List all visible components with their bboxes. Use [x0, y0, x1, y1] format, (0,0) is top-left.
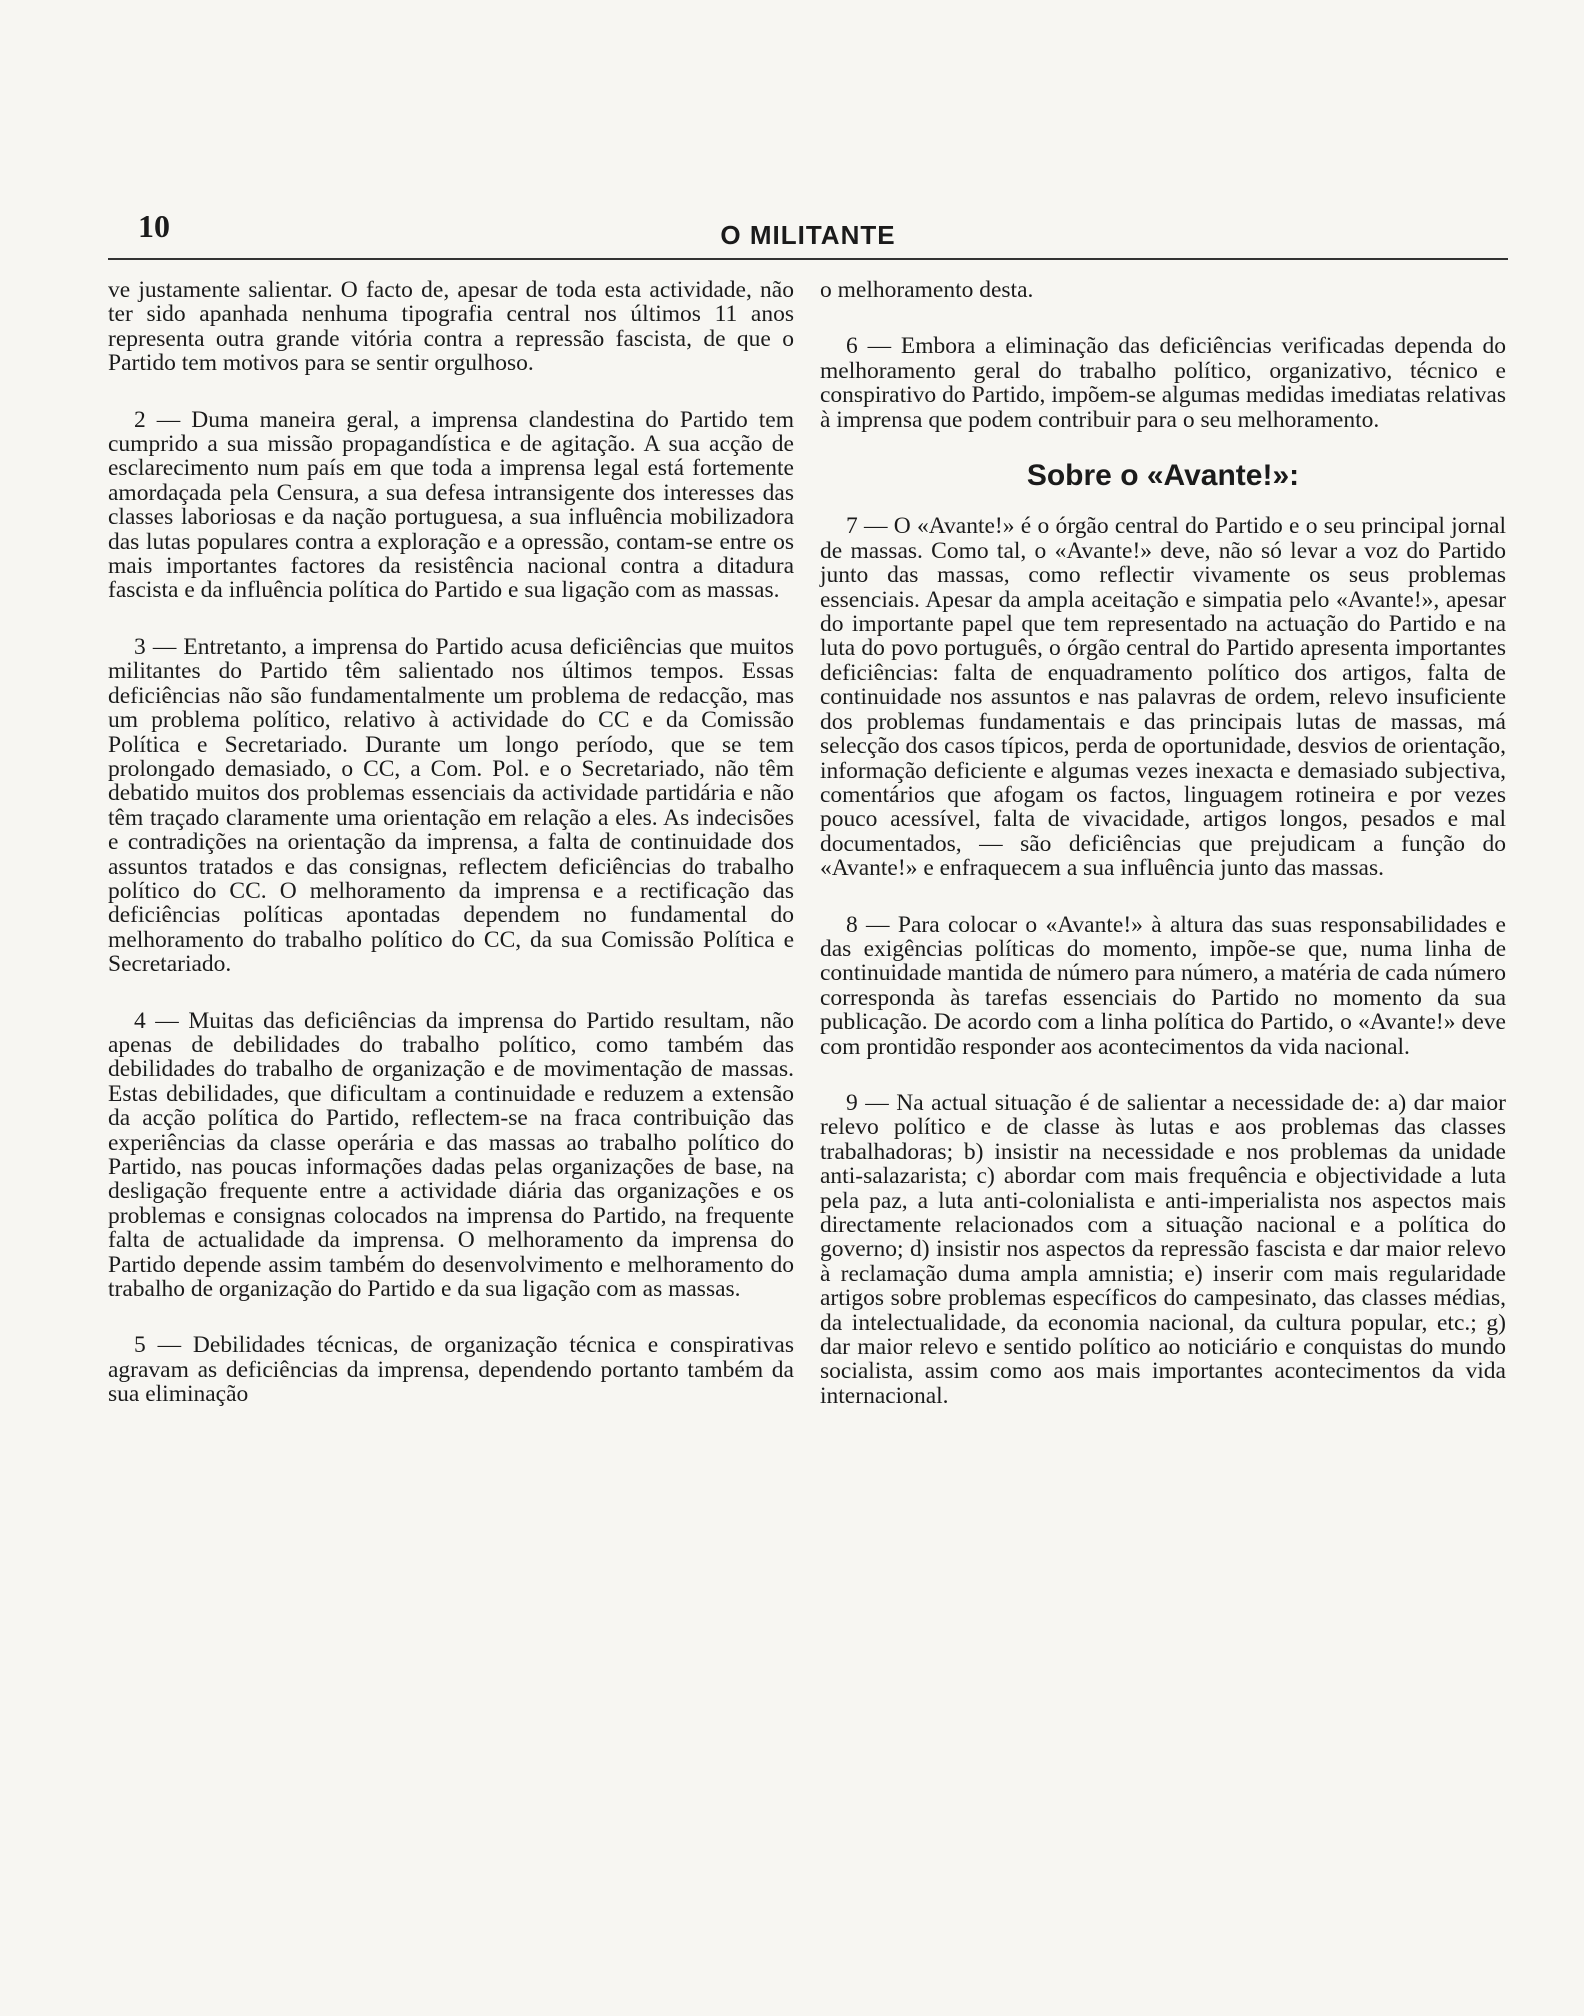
journal-title: O MILITANTE — [720, 220, 896, 250]
header-rule — [108, 258, 1508, 260]
paragraph-continued-right: o melhoramento desta. — [820, 277, 1034, 303]
page-number: 10 — [138, 208, 170, 244]
paragraph-continued: ve justamente salientar. O facto de, apesar de toda esta actividade, não ter sido apanhada nenhuma tipografia central nos últimos 11 anos representa outra grande vitória contra a repressão fascista, de que o Partido tem motivos para se sentir orgulhoso. — [108, 277, 794, 377]
paragraph-9: 9 — Na actual situação é de salientar a necessidade de: a) dar maior relevo político e de classe às lutas e aos problemas das classes trabalhadoras; b) insistir na necessidade e nos problemas da unidade anti-salazarista; c) abordar com mais frequência e objectividade a luta pela paz, a luta anti-colonialista e anti-imperialista nos aspectos mais directamente relacionados com a situação nacional e a política do governo; d) insistir nos aspectos da repressão fascista e dar maior relevo à reclamação duma ampla amnistia; e) inserir com mais regularidade artigos sobre problemas específicos do campesinato, das classes médias, da intelectualidade, da economia nacional, da cultura popular, etc.; g) dar maior relevo e sentido político ao noticiário e conquistas do mundo socialista, assim como aos mais importantes acontecimentos da vida internacional. — [820, 1089, 1506, 1409]
paragraph-2: 2 — Duma maneira geral, a imprensa clandestina do Partido tem cumprido a sua missão propagandística e de agitação. A sua acção de esclarecimento num país em que toda a imprensa legal está fortemente amordaçada pela Censura, a sua defesa intransigente dos interesses das classes laboriosas e da nação portuguesa, a sua influência mobilizadora das lutas populares contra a exploração e a opressão, contam-se entre os mais importantes factores da resistência nacional contra a ditadura fascista e da influência política do Partido e sua ligação com as massas. — [108, 406, 794, 604]
running-header — [108, 208, 1508, 254]
paragraph-6: 6 — Embora a eliminação das deficiências verificadas dependa do melhoramento geral do trabalho político, organizativo, técnico e conspirativo do Partido, impõem-se algumas medidas imediatas relativas à imprensa que podem contribuir para o seu melhoramento. — [820, 333, 1506, 433]
right-column — [820, 278, 1506, 1440]
section-heading: Sobre o «Avante!»: — [1026, 459, 1300, 493]
paragraph-8: 8 — Para colocar o «Avante!» à altura das suas responsabilidades e das exigências políticas do momento, impõe-se que, numa linha de continuidade mantida de número para número, a matéria de cada número corresponda às tarefas essenciais do Partido no momento da sua publicação. De acordo com a linha política do Partido, o «Avante!» deve com prontidão responder aos acontecimentos da vida nacional. — [820, 911, 1506, 1060]
paragraph-7: 7 — O «Avante!» é o órgão central do Partido e o seu principal jornal de massas. Como tal, o «Avante!» deve, não só levar a voz do Partido junto das massas, como reflectir vivamente os seus problemas essenciais. Apesar da ampla aceitação e simpatia pelo «Avante!», apesar do importante papel que tem representado na actuação do Partido e na luta do povo português, o órgão central do Partido apresenta importantes deficiências: falta de enquadramento político dos artigos, falta de continuidade nos assuntos e nas palavras de ordem, relevo insuficiente dos problemas fundamentais e das principais lutas de massas, má selecção dos casos típicos, perda de oportunidade, desvios de orientação, informação deficiente e algumas vezes inexacta e demasiado subjectiva, comentários que afogam os factos, linguagem rotineira e por vezes pouco acessível, falta de vivacidade, artigos longos, pesados e mal documentados, — são deficiências que prejudicam a função do «Avante!» e enfraquecem a sua influência junto das massas. — [820, 513, 1506, 882]
paragraph-3: 3 — Entretanto, a imprensa do Partido acusa deficiências que muitos militantes do Partido têm salientado nos últimos tempos. Essas deficiências não são fundamentalmente um problema de redacção, mas um problema político, relativo à actividade do CC e da Comissão Política e Secretariado. Durante um longo período, que se tem prolongado demasiado, o CC, a Com. Pol. e o Secretariado, não têm debatido muitos dos problemas essenciais da actividade partidária e não têm traçado claramente uma orientação em relação a eles. As indecisões e contradições na orientação da imprensa, a falta de continuidade dos assuntos tratados e das consignas, reflectem deficiências do trabalho político do CC. O melhoramento da imprensa e a rectificação das deficiências políticas apontadas dependem no fundamental do melhoramento do trabalho político do CC, da sua Comissão Política e Secretariado. — [108, 633, 794, 978]
left-column — [108, 278, 794, 1439]
paragraph-4: 4 — Muitas das deficiências da imprensa do Partido resultam, não apenas de debilidades do trabalho político, como também das debilidades do trabalho de organização e de movimentação de massas. Estas debilidades, que dificultam a continuidade e reduzem a extensão da acção política do Partido, reflectem-se na fraca contribuição das experiências da classe operária e das massas ao trabalho político do Partido, nas poucas informações dadas pelas organizações de base, na desligação frequente entre a actividade diária das organizações e os problemas e consignas colocados na imprensa do Partido, na frequente falta de actualidade da imprensa. O melhoramento da imprensa do Partido depende assim também do desenvolvimento e melhoramento do trabalho de organização do Partido e da sua ligação com as massas. — [108, 1007, 794, 1303]
paragraph-5: 5 — Debilidades técnicas, de organização técnica e conspirativas agravam as deficiências da imprensa, dependendo portanto também da sua eliminação — [108, 1332, 794, 1408]
